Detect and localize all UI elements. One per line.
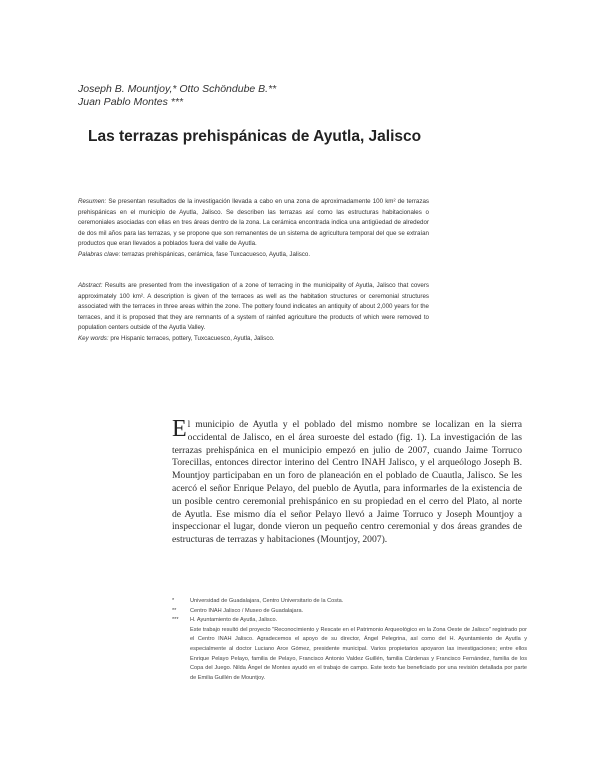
abstract-english [78, 281, 429, 344]
author-list [78, 83, 518, 108]
article-title: Las terrazas prehispánicas de Ayutla, Jalisco [88, 128, 422, 145]
footnote-item [172, 616, 527, 626]
abstract-spanish-label: Resumen: [78, 198, 107, 205]
footnote-acknowledgement: Este trabajo resultó del proyecto "Reconocimiento y Rescate en el Patrimonio Arqueológico en la Zona Oeste de Jalisco" registrado por el Centro INAH Jalisco. Agradecemos el apoyo de su director, Ángel Pelegrina, así como del H. Ayuntamiento de Ayutla y especialmente al doctor Luciano Arce Gómez, presidente municipal. Varios propietarios apoyaron las investigaciones; entre ellos Enrique Pelayo Pelayo, familia de Pelayo, Francisco Antonio Valdez Guillén, familia Cárdenas y Francisco Fernández, familia de los Copa del Juego. Nilda Ángel de Montes ayudó en el trabajo de campo. Este texto fue beneficiado por una revisión detallada por parte de Emilia Guillén de Mountjoy. [190, 626, 527, 681]
author-line-1: Joseph B. Mountjoy,* Otto Schöndube B.** [78, 83, 277, 95]
abstract-spanish [78, 197, 429, 260]
body-paragraph [172, 416, 522, 547]
footnote-mark: *** [172, 617, 179, 624]
footnote-text: Centro INAH Jalisco / Museo de Guadalajara. [190, 607, 304, 614]
footnote-text: Universidad de Guadalajara, Centro Universitario de la Costa. [190, 598, 344, 604]
abstract-spanish-body [78, 197, 429, 250]
abstract-spanish-text: Se presentan resultados de la investigación llevada a cabo en una zona de aproximadamente 100 km² de terrazas prehispánicas en el municipio de Ayutla, Jalisco. Se describen las terrazas así como las estructuras habitacionales o ceremoniales asociadas con ellas en tres áreas dentro de la zona. La cerámica encontrada indica una antigüedad de alrededor de dos mil años para las terrazas, y se propone que son remanentes de un sistema de agricultura temporal del que se extraían productos que eran llevados a poblados fuera del valle de Ayutla. [78, 198, 429, 247]
keywords-english-label: Key words: [78, 334, 109, 342]
keywords-spanish-label: Palabras clave: [78, 250, 121, 258]
abstract-english-label: Abstract: [78, 282, 103, 289]
abstract-english-text: Results are presented from the investigation of a zone of terracing in the municipality of Ayutla, Jalisco that covers approximately 100 km². A description is given of the terraces as well as the habitation structures or ceremonial structures associated with the terraces in three areas within the zone. The pottery found indicates an antiquity of about 2,000 years for the terraces, and it is proposed that they are remnants of a system of rainfed agriculture the products of which were removed to population centers outside of the Ayutla Valley. [78, 282, 429, 331]
author-line-2: Juan Pablo Montes *** [78, 95, 184, 108]
keywords-spanish-text: terrazas prehispánicas, cerámica, fase Tuxcacuesco, Ayutla, Jalisco. [120, 250, 311, 258]
abstract-english-body [78, 281, 429, 334]
body-paragraph-text: l municipio de Ayutla y el poblado del mismo nombre se localizan en la sierra occidental de Jalisco, en el área suroeste del estado (fig. 1). La investigación de las terrazas prehispánica en el municipio empezó en julio de 2007, cuando Jaime Torruco Torecillas, entonces director interino del Centro INAH Jalisco, y el arqueólogo Joseph B. Mountjoy participaban en un foro de planeación en el poblado de Cuautla, Jalisco. Se les acercó el señor Enrique Pelayo, del pueblo de Ayutla, para informarles de la existencia de un posible centro ceremonial prehispánico en su propiedad en el cerro del Plato, al norte de Ayutla. Ese mismo día el señor Pelayo llevó a Jaime Torruco y Joseph Mountjoy a inspeccionar el lugar, donde vieron un pequeño centro ceremonial y dos áreas grandes de estructuras de terrazas y habitaciones (Mountjoy, 2007). [172, 419, 522, 546]
keywords-spanish [78, 250, 429, 261]
footnote-item [172, 607, 527, 617]
drop-cap: E [172, 416, 187, 442]
footnote-item [172, 597, 527, 607]
footnote-mark: ** [172, 607, 177, 614]
keywords-english [78, 334, 429, 345]
footnote-mark: * [172, 598, 175, 604]
footnotes [172, 597, 527, 683]
footnote-text: H. Ayuntamiento de Ayutla, Jalisco. [190, 617, 278, 624]
keywords-english-text: pre Hispanic terraces, pottery, Tuxcacuesco, Ayutla, Jalisco. [108, 334, 275, 342]
